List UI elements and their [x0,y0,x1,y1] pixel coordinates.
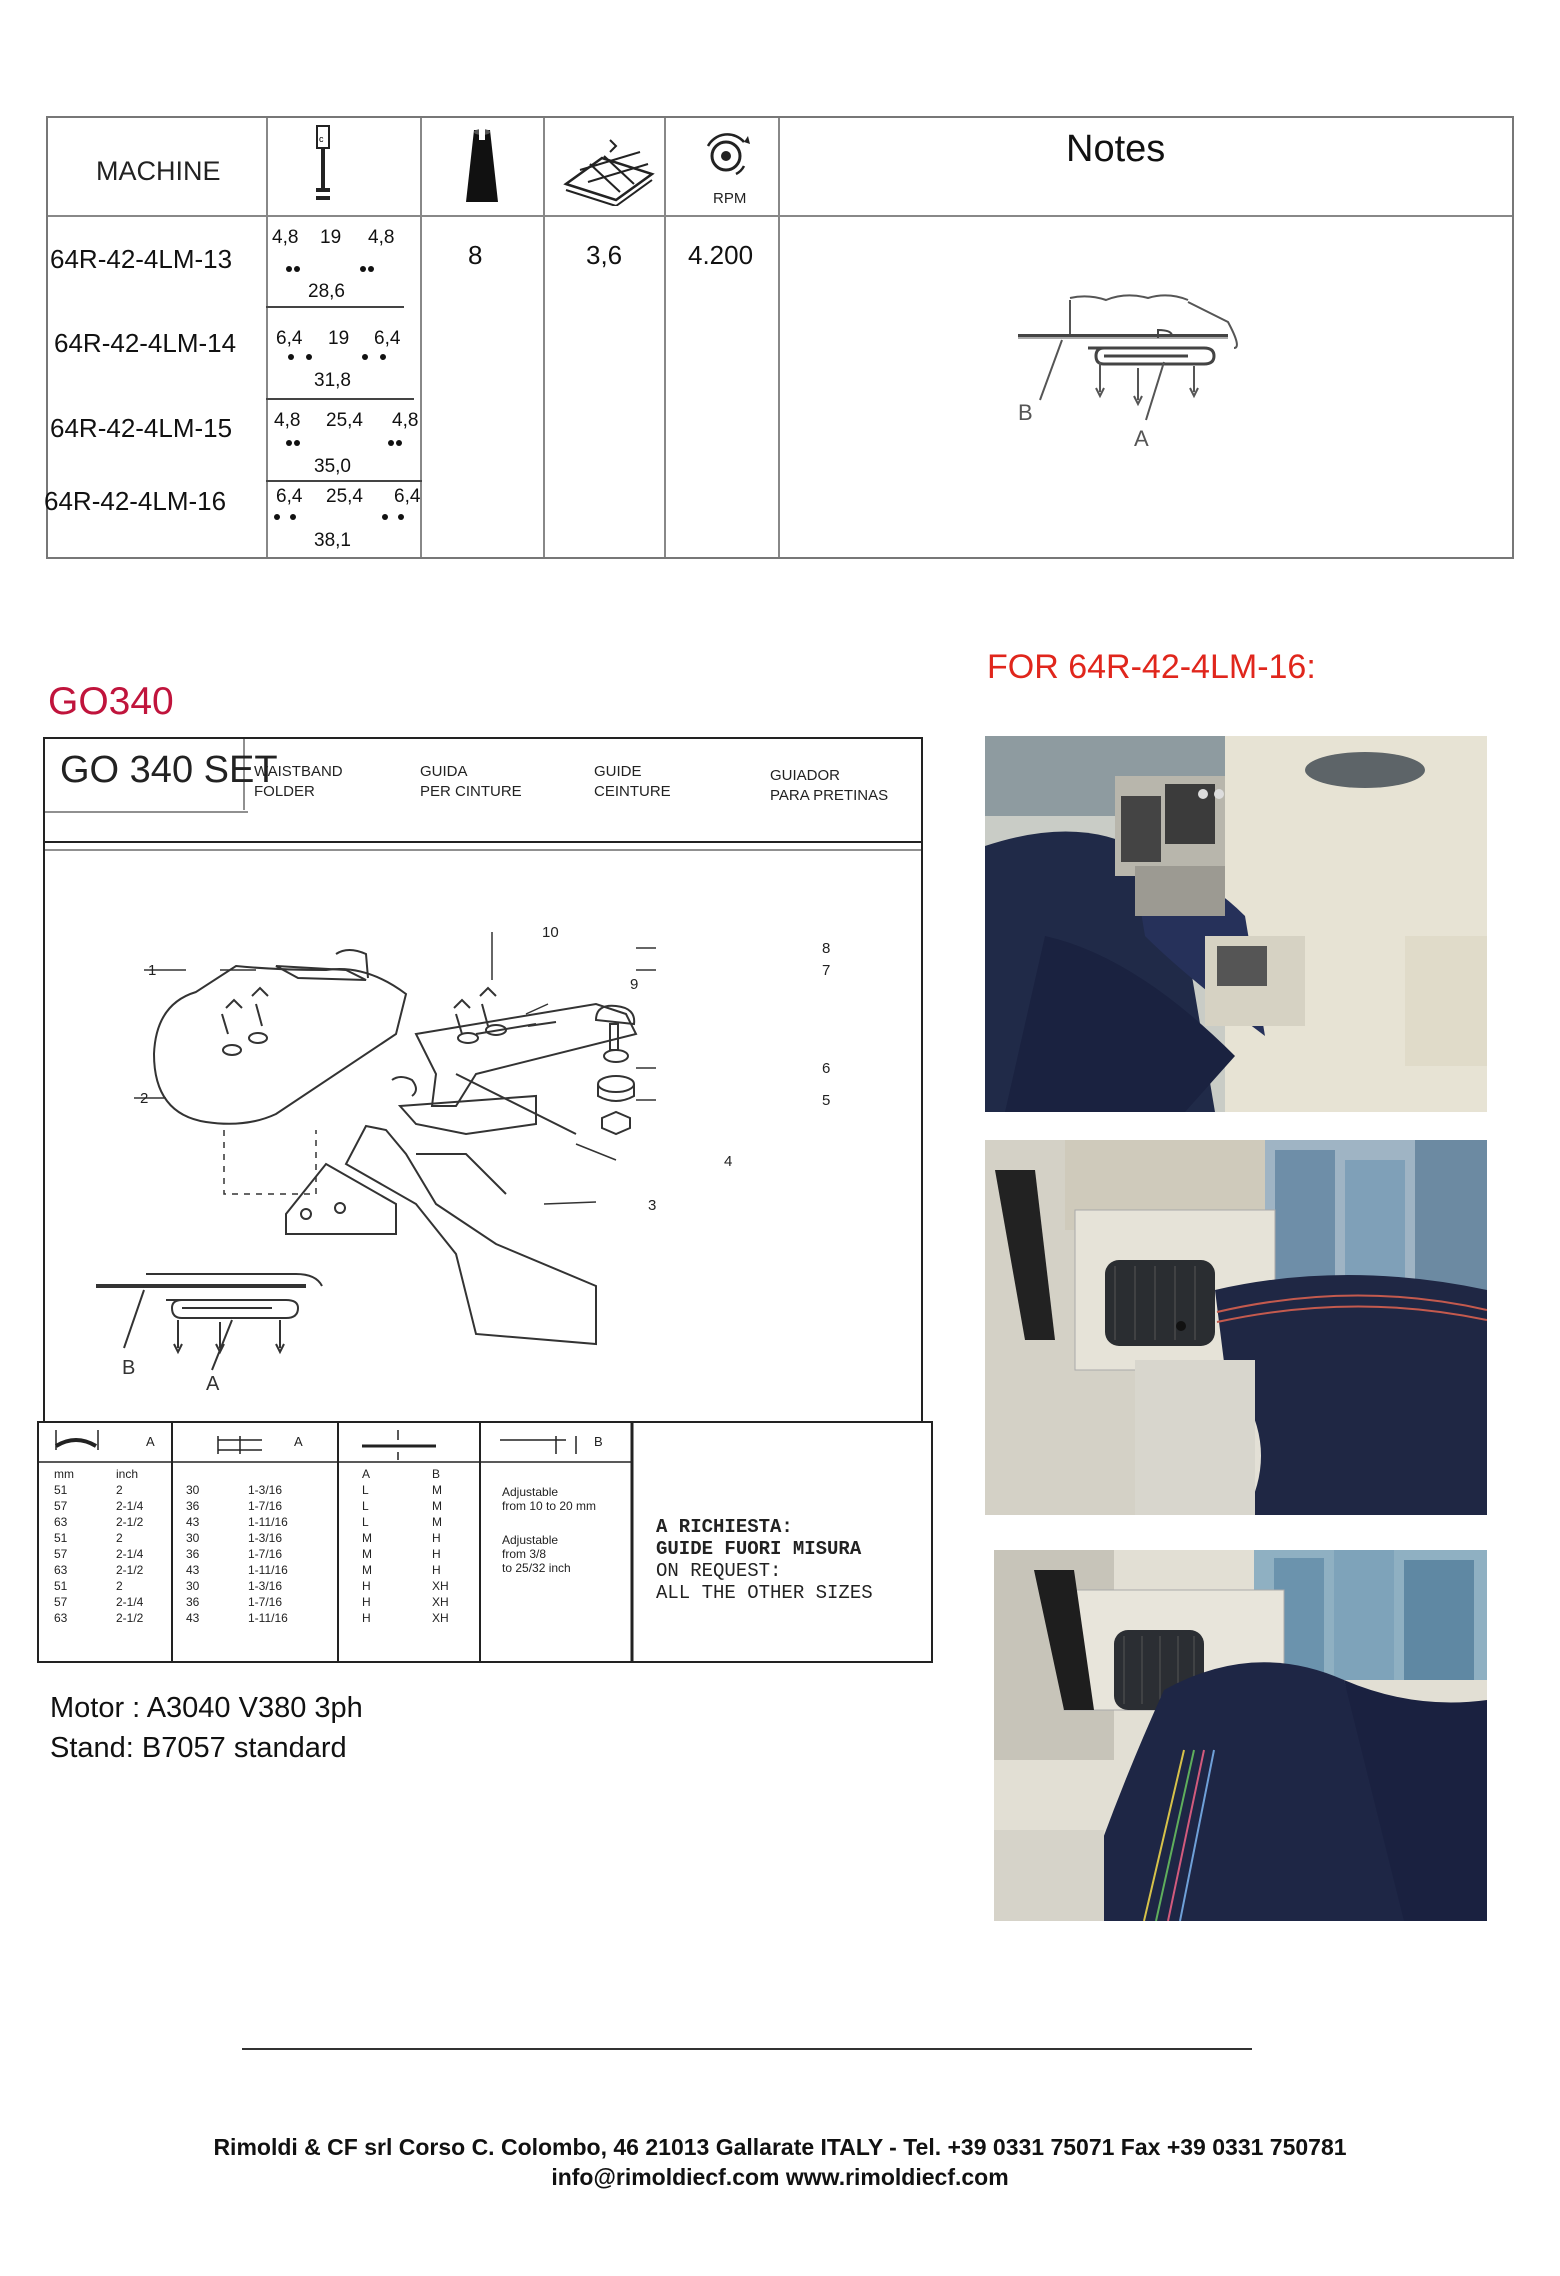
product-code-title: GO340 [48,680,174,723]
size-cell: 43 [186,1563,200,1577]
gauge-right: 4,8 [392,410,419,431]
size-cell: M [362,1547,372,1561]
part-number: 6 [822,1060,831,1077]
unit-mm: mm [54,1467,74,1481]
photo-roller-stitching [994,1550,1487,1921]
adjust-note: to 25/32 inch [502,1561,571,1575]
size-cell: 1-11/16 [248,1515,288,1529]
footer-divider [242,2048,1252,2050]
gauge-left: 4,8 [272,227,299,248]
size-cell: 1-11/16 [248,1611,288,1625]
header-en-line2: FOLDER [254,783,315,800]
part-number: 5 [822,1092,831,1109]
size-cell: 1-7/16 [248,1499,283,1513]
gauge-middle: 25,4 [326,486,363,507]
catalog-title: GO 340 SET [60,749,278,791]
size-cell: 2-1/4 [116,1547,144,1561]
size-cell: M [362,1563,372,1577]
gauge-middle: 19 [320,227,342,248]
gauge-total: 35,0 [314,456,351,477]
part-number: 10 [542,924,559,941]
size-cell: XH [432,1611,449,1625]
rpm-icon [700,132,756,187]
unit-inch: inch [116,1467,139,1481]
col-b-label: B [594,1434,603,1449]
header-fr-line1: GUIDE [594,763,642,780]
company-address: Rimoldi & CF srl Corso C. Colombo, 46 21013 Gallarate ITALY - Tel. +39 0331 75071 Fax +39 0331 750781 [213,2134,1347,2160]
size-cell: 36 [186,1595,200,1609]
fold-label-b: B [1018,400,1033,425]
thread-cone-icon [462,126,502,211]
machine-target-title: FOR 64R-42-4LM-16: [987,648,1316,686]
part-number: 4 [724,1153,733,1170]
size-cell: 57 [54,1595,68,1609]
photo-roller-closeup [985,1140,1487,1515]
size-cell: 1-3/16 [248,1579,283,1593]
company-contacts: info@rimoldiecf.com www.rimoldiecf.com [551,2164,1009,2190]
size-cell: 1-3/16 [248,1483,283,1497]
part-number: 2 [140,1090,149,1107]
part-number: 7 [822,962,831,979]
size-cell: 36 [186,1547,200,1561]
adjust-note: from 3/8 [502,1547,547,1561]
request-line: ON REQUEST: [656,1560,782,1582]
size-cell: 43 [186,1515,200,1529]
size-cell: 2-1/2 [116,1563,144,1577]
size-cell: M [432,1515,442,1529]
size-cell: 51 [54,1483,68,1497]
size-col-b: B [432,1467,441,1481]
go340-catalog-sheet [36,734,936,1666]
size-cell: L [362,1499,369,1513]
svg-text:c: c [319,134,324,144]
size-cell: 63 [54,1611,68,1625]
rpm-header: RPM [713,190,747,207]
gauge-left: 6,4 [276,486,303,507]
machine-spec-table [46,116,1514,559]
fold-label-a: A [1134,426,1149,451]
header-it-line1: GUIDA [420,763,468,780]
size-cell: 30 [186,1483,200,1497]
request-line: A RICHIESTA: [656,1516,793,1538]
size-cell: 30 [186,1579,200,1593]
header-fr-line2: CEINTURE [594,783,671,800]
size-cell: 1-3/16 [248,1531,283,1545]
size-cell: 51 [54,1579,68,1593]
divider [543,118,545,557]
size-cell: H [362,1595,371,1609]
request-line: GUIDE FUORI MISURA [656,1538,862,1560]
size-cell: M [432,1499,442,1513]
gauge-right: 6,4 [394,486,421,507]
fold-diagram [1008,288,1308,568]
rpm-value: 4.200 [688,240,754,270]
divider [48,215,1512,217]
adjust-note: Adjustable [502,1533,559,1547]
size-cell: 1-7/16 [248,1547,283,1561]
header-es-line2: PARA PRETINAS [770,787,889,804]
gauge-total: 31,8 [314,370,351,391]
size-cell: 63 [54,1563,68,1577]
divider [664,118,666,557]
stitch-length: 3,6 [586,240,623,270]
stand-line: Stand: B7057 standard [50,1732,347,1764]
gauge-middle: 19 [328,328,350,349]
catalog-fold-label-b: B [122,1357,136,1379]
machine-model: 64R-42-4LM-15 [50,413,233,443]
header-en-line1: WAISTBAND [254,763,343,780]
size-cell: 2-1/2 [116,1515,144,1529]
part-number: 3 [648,1197,657,1214]
part-number: 1 [148,962,157,979]
machine-model: 64R-42-4LM-14 [54,328,237,358]
size-cell: 2-1/4 [116,1595,144,1609]
exploded-parts-drawing [134,932,656,1344]
notes-header: Notes [1066,128,1166,170]
catalog-fold-diagram [96,1274,322,1370]
size-cell: XH [432,1595,449,1609]
motor-stand-info [50,1688,363,1768]
motor-line: Motor : A3040 V380 3ph [50,1692,363,1724]
size-col-a: A [362,1467,371,1481]
needle-icon [308,124,338,215]
size-cell: H [362,1579,371,1593]
col-a-label: A [146,1434,155,1449]
size-cell: 51 [54,1531,68,1545]
part-number: 8 [822,940,831,957]
stitch-length-icon [560,134,656,211]
part-number: 9 [630,976,639,993]
divider [266,118,268,557]
request-line: ALL THE OTHER SIZES [656,1582,873,1604]
size-cell: XH [432,1579,449,1593]
size-cell: H [362,1611,371,1625]
gauge-right: 4,8 [368,227,395,248]
size-cell: 2 [116,1531,123,1545]
size-cell: 1-7/16 [248,1595,283,1609]
header-it-line2: PER CINTURE [420,783,522,800]
size-cell: 2 [116,1579,123,1593]
gauge-left: 6,4 [276,328,303,349]
size-cell: M [432,1483,442,1497]
thread-count: 8 [468,240,483,270]
size-cell: H [432,1547,441,1561]
machine-header: MACHINE [96,156,221,186]
size-cell: 36 [186,1499,200,1513]
size-cell: 2-1/4 [116,1499,144,1513]
gauge-left: 4,8 [274,410,301,431]
adjust-note: Adjustable [502,1485,559,1499]
size-cell: 63 [54,1515,68,1529]
photo-folder-setup [985,736,1487,1112]
catalog-fold-label-a: A [206,1373,220,1395]
size-cell: L [362,1515,369,1529]
divider [778,118,780,557]
size-cell: H [432,1531,441,1545]
size-cell: 1-11/16 [248,1563,288,1577]
gauge-total: 38,1 [314,530,351,551]
adjust-note: from 10 to 20 mm [502,1499,597,1513]
col-a-label: A [294,1434,303,1449]
gauge-right: 6,4 [374,328,401,349]
size-rows [54,1467,449,1625]
size-cell: 2 [116,1483,123,1497]
gauge-total: 28,6 [308,281,345,302]
size-cell: 30 [186,1531,200,1545]
size-cell: 2-1/2 [116,1611,144,1625]
gauge-middle: 25,4 [326,410,363,431]
size-cell: M [362,1531,372,1545]
size-cell: 57 [54,1547,68,1561]
machine-model: 64R-42-4LM-13 [50,244,233,274]
size-cell: L [362,1483,369,1497]
size-cell: 57 [54,1499,68,1513]
machine-model: 64R-42-4LM-16 [44,486,227,516]
header-es-line1: GUIADOR [770,767,841,784]
size-cell: H [432,1563,441,1577]
size-cell: 43 [186,1611,200,1625]
